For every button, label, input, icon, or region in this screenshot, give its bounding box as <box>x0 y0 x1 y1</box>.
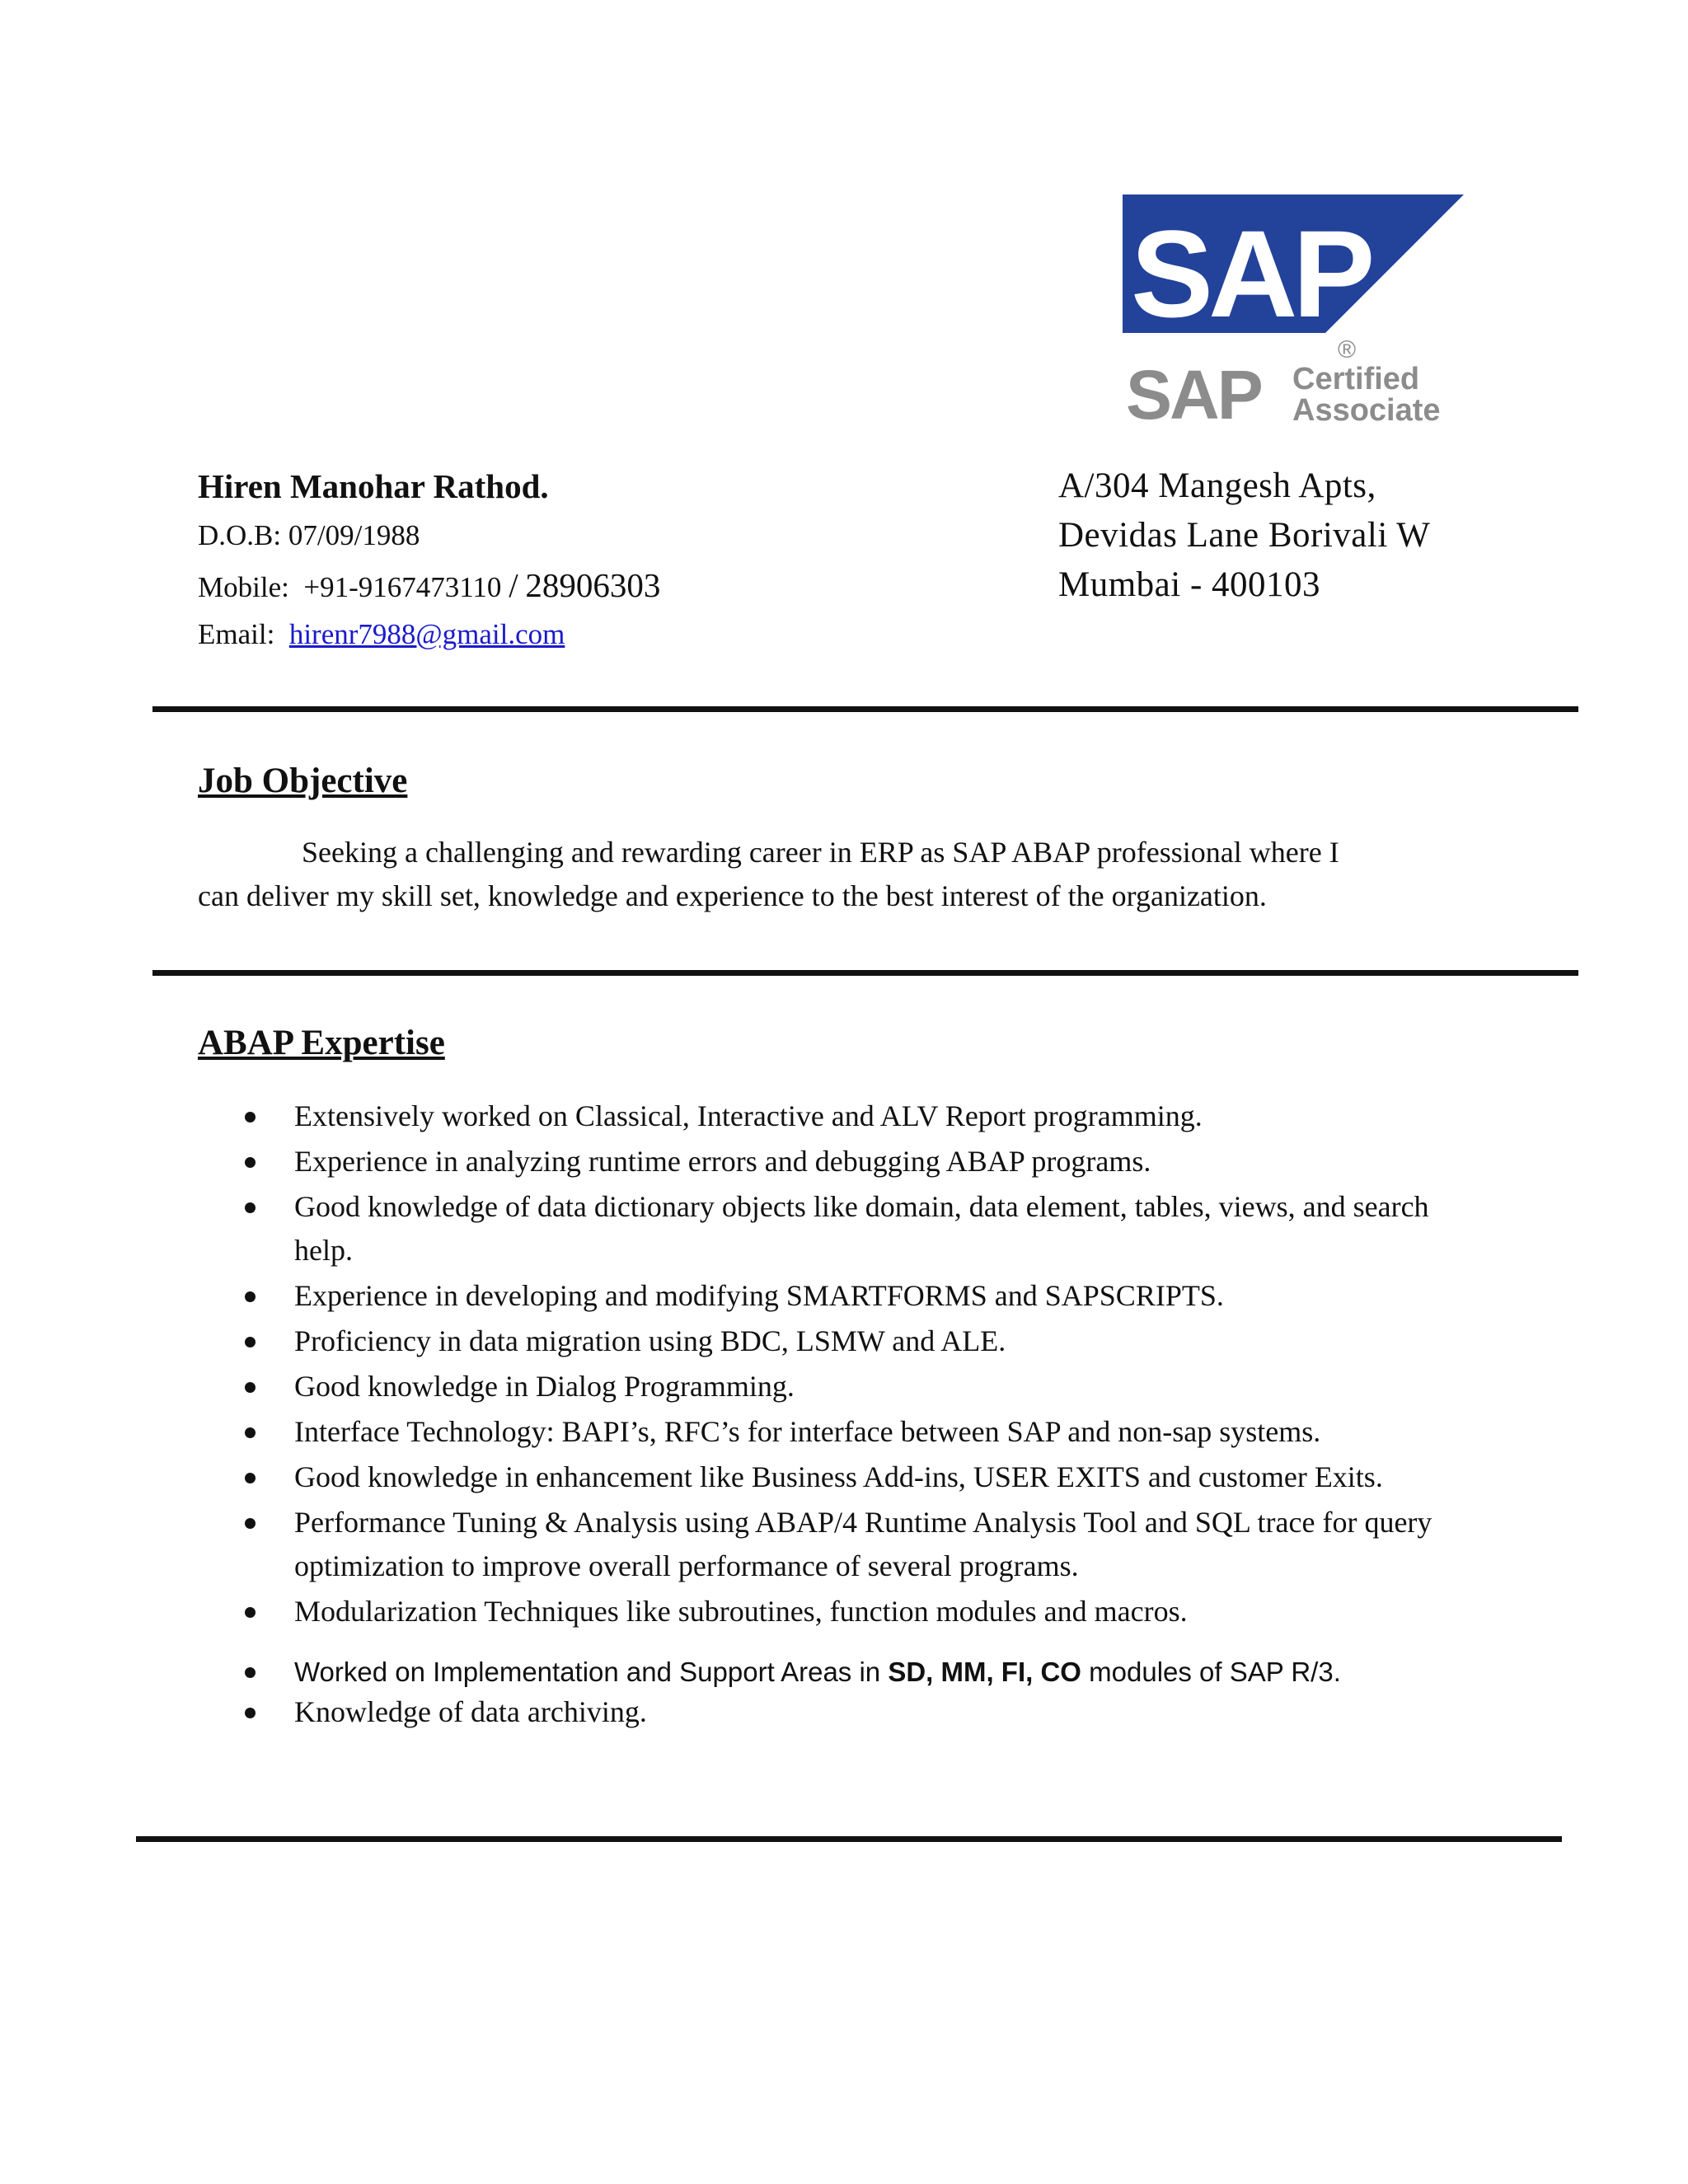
bullet-icon <box>245 1337 256 1347</box>
bullet-icon <box>245 1157 256 1168</box>
bullet-icon <box>245 1427 256 1438</box>
mobile-label: Mobile: <box>198 571 289 603</box>
divider-1 <box>152 706 1578 712</box>
address-line-2: Devidas Lane Borivali W <box>1058 516 1431 555</box>
bullet-icon <box>245 1202 256 1213</box>
bullet-icon <box>245 1518 256 1529</box>
mobile-separator: / <box>509 566 518 604</box>
mobile-line <box>198 560 1006 610</box>
abap-expertise-list <box>198 1094 1467 1736</box>
phone-value: 28906303 <box>525 566 661 604</box>
objective-line-1: Seeking a challenging and rewarding career in ERP as SAP ABAP professional where I <box>302 836 1339 869</box>
objective-line-2: can deliver my skill set, knowledge and experience to the best interest of the organization. <box>198 879 1267 912</box>
list-item: Good knowledge in Dialog Programming. <box>198 1365 1467 1408</box>
list-item: Extensively worked on Classical, Interactive and ALV Report programming. <box>198 1094 1467 1138</box>
list-item: Proficiency in data migration using BDC, LSMW and ALE. <box>198 1319 1467 1363</box>
list-item: Performance Tuning & Analysis using ABAP/4 Runtime Analysis Tool and SQL trace for query optimization to improve overall performance of several programs. <box>198 1501 1467 1588</box>
divider-2 <box>152 970 1578 976</box>
list-item: Good knowledge in enhancement like Business Add-ins, USER EXITS and customer Exits. <box>198 1455 1467 1499</box>
bullet-icon <box>245 1708 256 1718</box>
logo-main-text: SAP <box>1131 204 1371 343</box>
bullet-icon <box>245 1607 256 1618</box>
address-block <box>1058 462 1520 610</box>
email-label: Email: <box>198 618 275 650</box>
email-link[interactable]: hirenr7988@gmail.com <box>288 618 565 650</box>
list-item: Experience in developing and modifying SMARTFORMS and SAPSCRIPTS. <box>198 1274 1467 1318</box>
mobile-value: +91-9167473110 <box>303 571 502 603</box>
address-line-1: A/304 Mangesh Apts, <box>1058 466 1376 505</box>
address-line-3: Mumbai - 400103 <box>1058 565 1321 604</box>
bullet-icon <box>245 1667 256 1678</box>
sap-certified-logo <box>1123 194 1464 427</box>
logo-associate-text: Associate <box>1292 393 1441 427</box>
bullet-icon <box>245 1382 256 1393</box>
job-objective-text <box>198 831 1451 918</box>
list-item: Modularization Techniques like subroutines, function modules and macros. <box>198 1590 1467 1633</box>
logo-sub-brand: SAP <box>1126 356 1261 427</box>
candidate-name: Hiren Manohar Rathod. <box>198 467 549 505</box>
bullet-icon <box>245 1473 256 1483</box>
list-item: Good knowledge of data dictionary objects like domain, data element, tables, views, and search help. <box>198 1185 1467 1272</box>
list-item-archiving: Knowledge of data archiving. <box>198 1690 1467 1734</box>
contact-block <box>198 462 1006 659</box>
bullet-icon <box>245 1291 256 1302</box>
dob-value: 07/09/1988 <box>288 519 420 551</box>
email-line <box>198 610 1006 659</box>
dob-line <box>198 511 1006 560</box>
dob-label: D.O.B: <box>198 519 282 551</box>
bullet-icon <box>245 1112 256 1122</box>
divider-3 <box>136 1836 1562 1842</box>
list-item: Interface Technology: BAPI’s, RFC’s for interface between SAP and non-sap systems. <box>198 1410 1467 1454</box>
list-item-implementation: Worked on Implementation and Support Areas in SD, MM, FI, CO modules of SAP R/3. <box>198 1650 1467 1694</box>
list-item: Experience in analyzing runtime errors and debugging ABAP programs. <box>198 1140 1467 1183</box>
job-objective-heading: Job Objective <box>198 762 408 800</box>
logo-registered-mark: ® <box>1338 336 1357 363</box>
abap-expertise-heading: ABAP Expertise <box>198 1024 445 1062</box>
logo-certified-text: Certified <box>1292 362 1420 396</box>
